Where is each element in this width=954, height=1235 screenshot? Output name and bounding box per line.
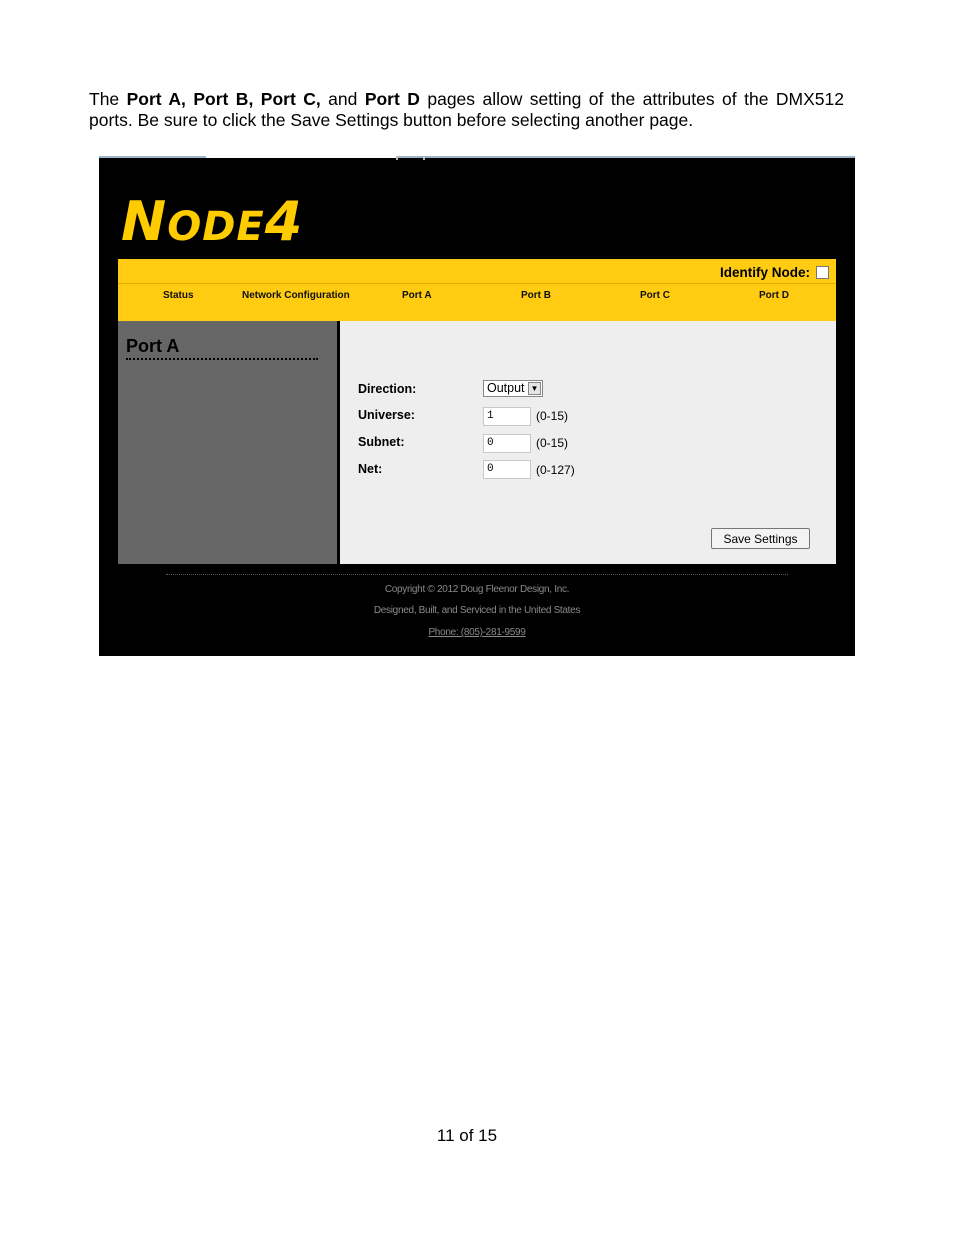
save-settings-button[interactable]: Save Settings	[711, 528, 810, 549]
nav-item-port-c[interactable]: Port C	[640, 290, 670, 301]
intro-port-b: Port B,	[193, 89, 254, 109]
intro-text: pages allow setting of the attributes of the DMX512 ports. Be sure to click the Save Settings button before selecting another page.	[89, 89, 844, 130]
net-range: (0-127)	[536, 463, 575, 477]
subnet-label: Subnet:	[358, 435, 405, 449]
intro-text: and	[320, 89, 365, 109]
intro-port-c: Port C,	[260, 89, 321, 109]
page-title: Port A	[126, 336, 318, 360]
chevron-down-icon[interactable]: ▼	[528, 382, 541, 395]
identify-node-checkbox[interactable]	[816, 266, 829, 279]
direction-select[interactable]	[483, 380, 543, 397]
subnet-range: (0-15)	[536, 436, 569, 450]
footer-phone-link[interactable]: Phone: (805)-281-9599	[428, 627, 526, 638]
universe-label: Universe:	[358, 408, 415, 422]
intro-text: The	[89, 89, 127, 109]
intro-port-d: Port D	[364, 89, 420, 109]
nav-item-port-a[interactable]: Port A	[402, 290, 432, 301]
identify-node-label: Identify Node:	[720, 265, 810, 280]
logo-letters: ODE	[167, 204, 265, 250]
footer-copyright: Copyright © 2012 Doug Fleenor Design, Inc.	[384, 584, 570, 595]
footer-designed: Designed, Built, and Serviced in the United States	[373, 605, 581, 616]
logo-digit: 4	[264, 190, 304, 253]
subnet-input[interactable]: 0	[483, 434, 531, 453]
nav-item-port-d[interactable]: Port D	[759, 290, 789, 301]
direction-value: Output	[487, 381, 525, 395]
nav-bar	[118, 259, 836, 321]
browser-tab-edge	[206, 156, 396, 158]
intro-port-a: Port A,	[126, 89, 186, 109]
nav-item-network-configuration[interactable]: Network Configuration	[242, 290, 350, 301]
node4-logo	[121, 190, 304, 253]
nav-item-port-b[interactable]: Port B	[521, 290, 551, 301]
nav-item-status[interactable]: Status	[163, 290, 194, 301]
intro-paragraph	[89, 89, 844, 131]
net-input[interactable]: 0	[483, 460, 531, 479]
universe-input[interactable]: 1	[483, 407, 531, 426]
browser-tab-edge	[423, 156, 425, 160]
browser-tab-edge	[396, 156, 398, 160]
logo-letter: N	[121, 190, 168, 253]
node4-web-ui-screenshot	[99, 156, 855, 656]
left-sidebar	[118, 321, 337, 564]
settings-panel	[340, 321, 836, 564]
universe-range: (0-15)	[536, 409, 569, 423]
direction-label: Direction:	[358, 382, 417, 396]
footer-divider	[166, 574, 788, 575]
page-number: 11 of 15	[436, 1126, 498, 1145]
intro-text	[253, 89, 260, 109]
net-label: Net:	[358, 462, 383, 476]
nav-divider	[118, 283, 836, 284]
